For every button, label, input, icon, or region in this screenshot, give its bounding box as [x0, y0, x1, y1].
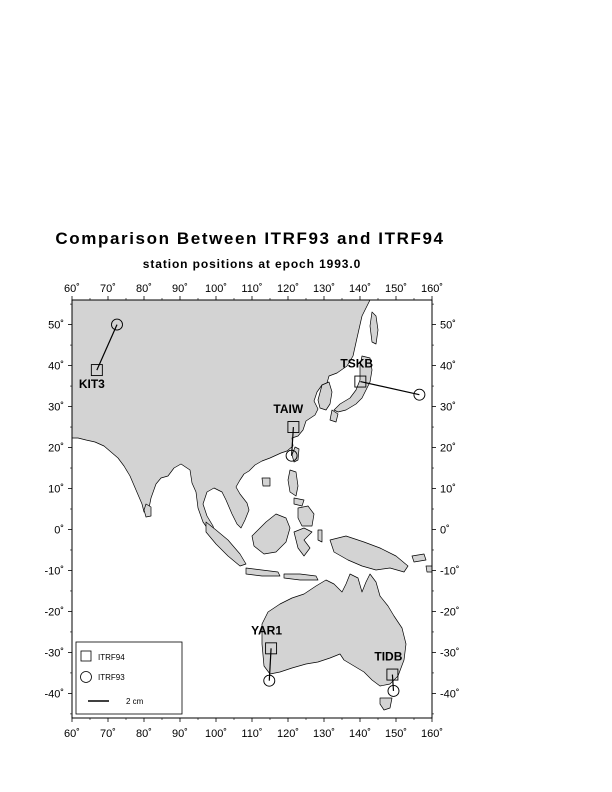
lat-tick-label-left: 10˚ — [48, 483, 64, 496]
lat-tick-label-right: 40˚ — [440, 360, 456, 373]
land-hainan — [262, 478, 270, 486]
lon-tick-label-bottom: 120˚ — [276, 728, 300, 740]
lat-tick-label-left: 0˚ — [54, 524, 64, 537]
legend — [76, 642, 182, 714]
station-label: TIDB — [374, 649, 403, 664]
lon-tick-label-bottom: 80˚ — [136, 728, 152, 740]
lon-tick-label-top: 130˚ — [312, 283, 336, 295]
legend-circle-icon — [81, 672, 92, 683]
lon-tick-label-bottom: 60˚ — [64, 728, 80, 740]
lon-tick-label-top: 60˚ — [64, 283, 80, 295]
lat-tick-label-left: -40˚ — [44, 688, 64, 701]
lon-tick-label-bottom: 130˚ — [312, 728, 336, 740]
station-label: TSKB — [340, 356, 374, 371]
lon-tick-label-top: 120˚ — [276, 283, 300, 295]
lat-tick-label-right: -10˚ — [440, 565, 460, 578]
station-label: TAIW — [273, 402, 304, 417]
land-moluccas — [318, 530, 322, 542]
legend-itrf93-label: ITRF93 — [98, 673, 125, 682]
station-label: KIT3 — [78, 377, 105, 392]
lon-tick-label-top: 100˚ — [204, 283, 228, 295]
lat-tick-label-right: 20˚ — [440, 442, 456, 455]
lon-tick-label-top: 160˚ — [420, 283, 444, 295]
map-subtitle: station positions at epoch 1993.0 — [142, 257, 362, 271]
lat-tick-label-right: 50˚ — [440, 319, 456, 332]
map-title: Comparison Between ITRF93 and ITRF94 — [55, 229, 445, 248]
lat-tick-label-left: 30˚ — [48, 401, 64, 414]
lat-tick-label-left: 40˚ — [48, 360, 64, 373]
lon-tick-label-top: 150˚ — [384, 283, 408, 295]
lon-tick-label-top: 70˚ — [100, 283, 116, 295]
lon-tick-label-bottom: 70˚ — [100, 728, 116, 740]
lon-tick-label-top: 140˚ — [348, 283, 372, 295]
lon-tick-label-bottom: 150˚ — [384, 728, 408, 740]
lat-tick-label-right: -40˚ — [440, 688, 460, 701]
station-label: YAR1 — [251, 623, 283, 638]
lat-tick-label-right: 0˚ — [440, 524, 450, 537]
lat-tick-label-left: -10˚ — [44, 565, 64, 578]
lon-tick-label-bottom: 110˚ — [241, 728, 263, 740]
lat-tick-label-left: -30˚ — [44, 647, 64, 660]
legend-scale-label: 2 cm — [126, 697, 144, 706]
legend-itrf94-label: ITRF94 — [98, 653, 125, 662]
lat-tick-label-right: 30˚ — [440, 401, 456, 414]
lat-tick-label-right: -20˚ — [440, 606, 460, 619]
lon-tick-label-bottom: 90˚ — [172, 728, 188, 740]
lat-tick-label-left: 50˚ — [48, 319, 64, 332]
lat-tick-label-left: -20˚ — [44, 606, 64, 619]
lon-tick-label-top: 110˚ — [241, 283, 263, 295]
legend-square-icon — [81, 651, 91, 661]
lat-tick-label-left: 20˚ — [48, 442, 64, 455]
land-solomon — [426, 566, 432, 572]
lon-tick-label-top: 90˚ — [172, 283, 188, 295]
lon-tick-label-bottom: 140˚ — [348, 728, 372, 740]
lat-tick-label-right: -30˚ — [440, 647, 460, 660]
lat-tick-label-right: 10˚ — [440, 483, 456, 496]
lon-tick-label-bottom: 100˚ — [204, 728, 228, 740]
lon-tick-label-bottom: 160˚ — [420, 728, 444, 740]
lon-tick-label-top: 80˚ — [136, 283, 152, 295]
